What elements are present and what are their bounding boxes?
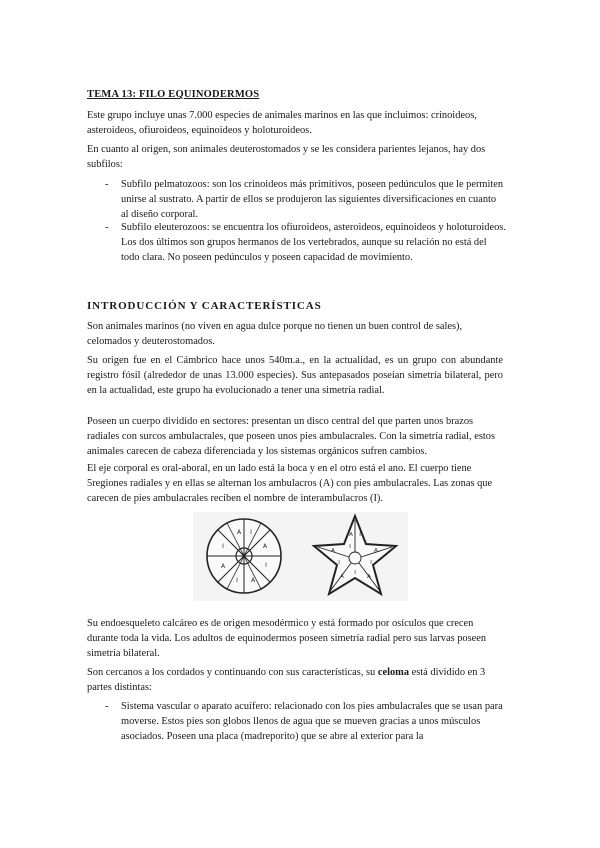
paragraph-3: Poseen un cuerpo dividido en sectores: presentan un disco central del que parten unos brazos radiales con surcos ambulacrales, que poseen unos pies ambulacrales. Con la simetría radial, estos animales carecen de cabeza diferenciada y los sistemas orgánicos sufren cambios. — [87, 416, 495, 457]
radial-symmetry-figure — [193, 512, 408, 601]
celoma-item-1: Sistema vascular o aparato acuífero: relacionado con los pies ambulacrales que se usan para moverse. Estos pies son globos llenos de agua que se mueven gracias a unos músculos asociados. Poseen una placa (madreporito) que se abre al exterior para la — [121, 701, 503, 742]
label-a: A — [331, 548, 335, 554]
paragraph-2: Su origen fue en el Cámbrico hace unos 540m.a., en la actualidad, es un grupo con abundante registro fósil (alrededor de unas 13.000 especies). Sus antepasados poseían simetría bilateral, pero en la actualidad, este grupo ha evolucionado a tener una simetría radial. — [87, 355, 503, 396]
celoma-term: celoma — [377, 667, 410, 678]
page-title: TEMA 13: FILO EQUINODERMOS — [87, 89, 260, 100]
label-a: A — [367, 574, 371, 580]
label-i: I — [354, 570, 356, 576]
subfilo-item-2: Subfilo eleuterozoos: se encuentra los ofiuroideos, asteroideos, equinoideos y holoturoideos. Los dos últimos son grupos hermanos de los vertebrados, aunque su relación no está del todo clara. No poseen pedúnculos y poseen capacidad de movimiento. — [121, 222, 506, 263]
paragraph-4: El eje corporal es oral-aboral, en un lado está la boca y en el otro está el ano. El cuerpo tiene 5regiones radiales y en ellas se alternan los ambulacros (A) con pies ambulacrales. Las zonas que carecen de pies ambulacrales reciben el nombre de interambulacros (I). — [87, 463, 493, 504]
label-i: I — [349, 544, 351, 550]
label-a: A — [262, 543, 268, 550]
label-a: A — [340, 574, 344, 580]
label-a: A — [374, 548, 378, 554]
label-a: A — [220, 563, 226, 570]
disc-diagram — [207, 519, 281, 593]
subfilo-item-1: Subfilo pelmatozoos: son los crinoideos más primitivos, poseen pedúnculos que le permiten unirse al sustrato. A partir de ellos se produjeron las siguientes diversificaciones en cuanto al diseño corporal. — [121, 179, 504, 220]
label-i: I — [250, 529, 252, 536]
label-i: I — [222, 543, 224, 550]
label-a: A — [349, 532, 353, 538]
paragraph-6-end: está dividido en 3 partes distintas: — [87, 667, 486, 693]
bullet-marker: - — [105, 222, 109, 233]
bullet-marker: - — [105, 179, 109, 190]
intro-paragraph-2: En cuanto al origen, son animales deuterostomados y se les considera parientes lejanos, hay dos subfilos: — [87, 144, 486, 170]
label-i: I — [265, 562, 267, 569]
bullet-marker: - — [105, 701, 109, 712]
paragraph-5: Su endoesqueleto calcáreo es de origen mesodérmico y está formado por osículos que crecen durante toda la vida. Los adultos de equinodermos poseen simetría radial pero sus larvas poseen simetría bilateral. — [87, 618, 487, 659]
intro-paragraph-1: Este grupo incluye unas 7.000 especies de animales marinos en las que incluimos: crinoideos, asteroideos, ofiuroideos, equinoideos y holoturoideos. — [87, 110, 477, 136]
paragraph-6 — [87, 666, 503, 696]
label-i: I — [370, 560, 372, 566]
label-i: I — [359, 532, 361, 538]
label-a: A — [236, 529, 242, 536]
section-heading: INTRODUCCIÓN Y CARACTERÍSTICAS — [87, 300, 322, 312]
paragraph-1: Son animales marinos (no viven en agua dulce porque no tienen un buen control de sales), celomados y deuterostomados. — [87, 321, 463, 347]
paragraph-6-start: Son cercanos a los cordados y continuando con sus características, su — [87, 667, 378, 678]
label-a: A — [250, 577, 256, 584]
label-i: I — [236, 577, 238, 584]
label-i: I — [338, 560, 340, 566]
